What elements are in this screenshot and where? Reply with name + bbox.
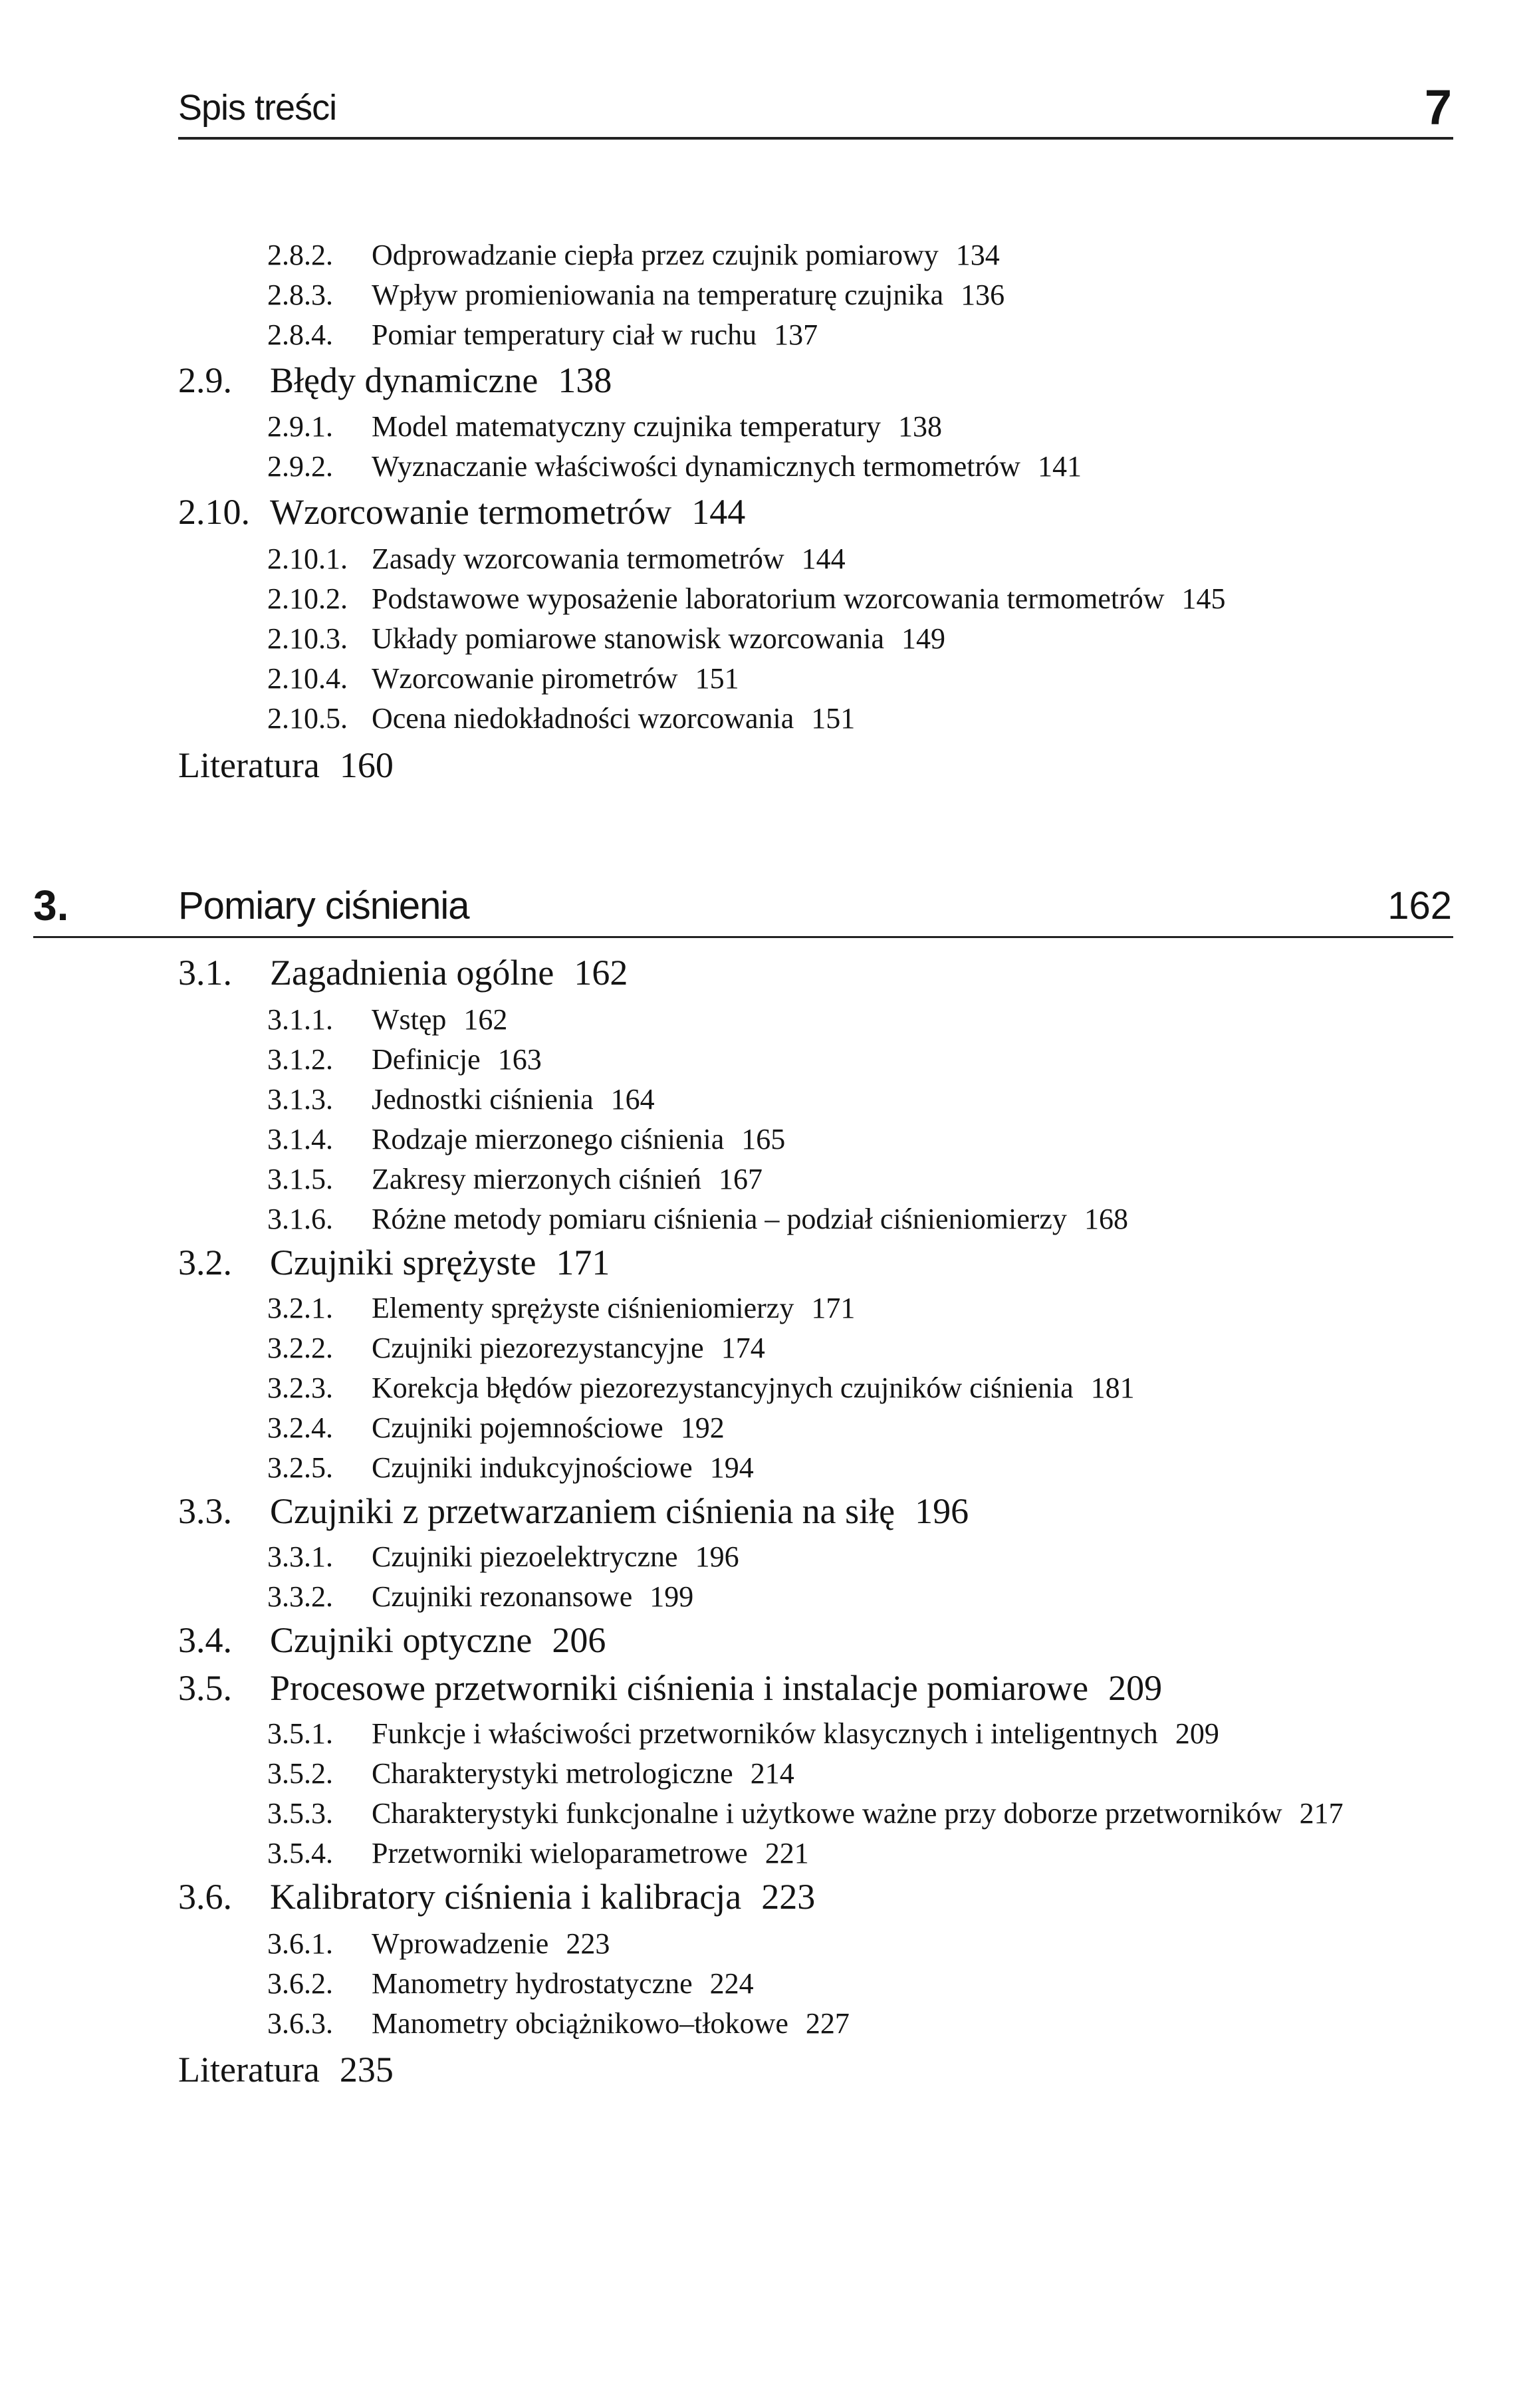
toc-page: 214 — [750, 1757, 794, 1790]
toc-number: 2.9. — [178, 360, 232, 400]
toc-page: 162 — [574, 953, 628, 993]
toc-title: Odprowadzanie ciepła przez czujnik pomiarowy — [372, 239, 939, 271]
toc-title: Wzorcowanie pirometrów — [372, 662, 678, 695]
toc-subsection[interactable] — [267, 1927, 610, 1961]
toc-title: Czujniki z przetwarzaniem ciśnienia na siłę — [270, 1491, 895, 1531]
toc-page: 144 — [801, 542, 846, 575]
toc-subsection[interactable] — [267, 582, 1226, 616]
toc-page: 145 — [1181, 582, 1226, 615]
toc-number: 2.10. — [178, 492, 250, 532]
toc-title: Charakterystyki metrologiczne — [372, 1757, 733, 1790]
toc-title: Definicje — [372, 1043, 481, 1076]
toc-subsection[interactable] — [267, 701, 855, 736]
toc-section[interactable] — [178, 1491, 969, 1532]
toc-number: 2.10.3. — [267, 622, 348, 655]
toc-number: 2.10.4. — [267, 662, 348, 695]
toc-number: 3.5. — [178, 1668, 232, 1708]
toc-page: 138 — [558, 360, 612, 400]
toc-number: 3.1.6. — [267, 1203, 333, 1235]
toc-subsection[interactable] — [267, 1202, 1128, 1237]
toc-page: 171 — [556, 1243, 610, 1282]
toc-title: Czujniki pojemnościowe — [372, 1411, 663, 1444]
chapter-title[interactable]: Pomiary ciśnienia — [178, 884, 469, 927]
toc-page: 165 — [741, 1123, 786, 1155]
toc-page: 144 — [691, 492, 746, 532]
toc-number: 2.9.1. — [267, 410, 333, 443]
toc-page: 149 — [901, 622, 946, 655]
toc-page: 162 — [463, 1003, 508, 1036]
toc-number: 3.3.1. — [267, 1540, 333, 1573]
toc-number: 3.2. — [178, 1243, 232, 1282]
toc-subsection[interactable] — [267, 1411, 725, 1445]
toc-number: 3.2.1. — [267, 1292, 333, 1324]
toc-title: Elementy sprężyste ciśnieniomierzy — [372, 1292, 794, 1324]
toc-subsection[interactable] — [267, 1331, 765, 1366]
toc-subsection[interactable] — [267, 1580, 693, 1614]
toc-page: 137 — [774, 318, 818, 351]
toc-subsection[interactable] — [267, 1836, 809, 1871]
toc-title: Wstęp — [372, 1003, 447, 1036]
toc-number: 3.1.1. — [267, 1003, 333, 1036]
toc-subsection[interactable] — [267, 1042, 542, 1077]
toc-number: 2.8.3. — [267, 279, 333, 311]
toc-title: Zakresy mierzonych ciśnień — [372, 1163, 702, 1195]
toc-subsection[interactable] — [267, 318, 818, 352]
toc-page: 196 — [915, 1491, 969, 1531]
toc-title: Różne metody pomiaru ciśnienia – podział ciśnieniomierzy — [372, 1203, 1067, 1235]
toc-page: 174 — [721, 1332, 765, 1364]
toc-title: Kalibratory ciśnienia i kalibracja — [270, 1877, 742, 1917]
toc-number: 3.1.5. — [267, 1163, 333, 1195]
toc-title: Czujniki rezonansowe — [372, 1580, 633, 1613]
toc-page: 206 — [552, 1620, 606, 1660]
toc-page: 221 — [765, 1837, 809, 1869]
toc-section[interactable] — [178, 491, 745, 533]
toc-number: 3.5.2. — [267, 1757, 333, 1790]
toc-subsection[interactable] — [267, 1796, 1344, 1831]
toc-number: 3.6.2. — [267, 1967, 333, 2000]
toc-number: 3.6.1. — [267, 1927, 333, 1960]
toc-subsection[interactable] — [267, 410, 942, 444]
toc-number: 3.2.2. — [267, 1332, 333, 1364]
toc-page: 171 — [811, 1292, 856, 1324]
toc-title: Czujniki optyczne — [270, 1620, 532, 1660]
toc-title: Czujniki piezoelektryczne — [372, 1540, 678, 1573]
toc-section[interactable] — [178, 1242, 610, 1283]
toc-page: 167 — [719, 1163, 763, 1195]
toc-title: Literatura — [178, 2050, 320, 2090]
toc-number: 3.1. — [178, 953, 232, 993]
toc-number: 3.1.4. — [267, 1123, 333, 1155]
toc-title: Zasady wzorcowania termometrów — [372, 542, 784, 575]
toc-subsection[interactable] — [267, 1451, 754, 1485]
toc-title: Układy pomiarowe stanowisk wzorcowania — [372, 622, 885, 655]
toc-page: 209 — [1108, 1668, 1163, 1708]
toc-section[interactable] — [178, 360, 612, 401]
toc-title: Rodzaje mierzonego ciśnienia — [372, 1123, 725, 1155]
toc-page: 227 — [805, 2007, 850, 2040]
toc-section[interactable] — [178, 1876, 815, 1917]
toc-literature[interactable] — [178, 2049, 394, 2090]
toc-page: 192 — [680, 1411, 725, 1444]
toc-subsection[interactable] — [267, 1717, 1219, 1751]
toc-number: 2.10.1. — [267, 542, 348, 575]
toc-subsection[interactable] — [267, 1967, 754, 2001]
toc-number: 2.10.2. — [267, 582, 348, 615]
toc-number: 3.3. — [178, 1491, 232, 1531]
toc-title: Jednostki ciśnienia — [372, 1083, 594, 1116]
toc-page: 196 — [695, 1540, 739, 1573]
toc-page: 223 — [761, 1877, 816, 1917]
toc-number: 2.10.5. — [267, 702, 348, 735]
toc-subsection[interactable] — [267, 1756, 794, 1791]
toc-page: 151 — [811, 702, 856, 735]
toc-page: 217 — [1299, 1797, 1344, 1830]
toc-title: Pomiar temperatury ciał w ruchu — [372, 318, 757, 351]
toc-title: Czujniki piezorezystancyjne — [372, 1332, 704, 1364]
toc-number: 3.5.1. — [267, 1717, 333, 1750]
toc-title: Przetworniki wieloparametrowe — [372, 1837, 748, 1869]
toc-subsection[interactable] — [267, 1540, 739, 1574]
toc-number: 3.6. — [178, 1877, 232, 1917]
toc-page: 194 — [709, 1451, 754, 1484]
toc-title: Wprowadzenie — [372, 1927, 549, 1960]
toc-subsection[interactable] — [267, 1291, 855, 1326]
toc-subsection[interactable] — [267, 622, 945, 656]
toc-section[interactable] — [178, 1620, 606, 1661]
toc-page: 141 — [1037, 450, 1082, 483]
chapter-page: 162 — [1387, 884, 1452, 927]
toc-title: Procesowe przetworniki ciśnienia i instalacje pomiarowe — [270, 1668, 1089, 1708]
toc-number: 3.1.3. — [267, 1083, 333, 1116]
toc-number: 3.4. — [178, 1620, 232, 1660]
toc-page: 136 — [961, 279, 1005, 311]
toc-title: Funkcje i właściwości przetworników klasycznych i inteligentnych — [372, 1717, 1158, 1750]
toc-title: Wzorcowanie termometrów — [270, 492, 672, 532]
toc-subsection[interactable] — [267, 1003, 507, 1037]
toc-page: 164 — [610, 1083, 655, 1116]
toc-title: Czujniki sprężyste — [270, 1243, 536, 1282]
toc-number: 3.1.2. — [267, 1043, 333, 1076]
toc-literature[interactable] — [178, 745, 394, 786]
toc-number: 3.2.5. — [267, 1451, 333, 1484]
toc-number: 3.5.3. — [267, 1797, 333, 1830]
chapter-number: 3. — [33, 882, 69, 929]
toc-number: 3.5.4. — [267, 1837, 333, 1869]
page-number: 7 — [1424, 80, 1452, 135]
toc-subsection[interactable] — [267, 1122, 785, 1157]
toc-title: Charakterystyki funkcjonalne i użytkowe ważne przy doborze przetworników — [372, 1797, 1282, 1830]
toc-number: 2.9.2. — [267, 450, 333, 483]
toc-subsection[interactable] — [267, 1082, 655, 1117]
toc-title: Zagadnienia ogólne — [270, 953, 554, 993]
toc-page: 181 — [1090, 1372, 1135, 1404]
toc-page: 224 — [709, 1967, 754, 2000]
toc-section[interactable] — [178, 952, 628, 993]
toc-subsection[interactable] — [267, 542, 846, 576]
chapter-rule — [33, 936, 1453, 938]
toc-title: Literatura — [178, 745, 320, 785]
toc-title: Błędy dynamiczne — [270, 360, 538, 400]
toc-subsection[interactable] — [267, 662, 739, 696]
toc-page: 168 — [1084, 1203, 1128, 1235]
toc-subsection[interactable] — [267, 238, 1000, 273]
toc-title: Ocena niedokładności wzorcowania — [372, 702, 794, 735]
toc-page: 163 — [497, 1043, 542, 1076]
toc-page: 199 — [650, 1580, 694, 1613]
toc-title: Wpływ promieniowania na temperaturę czujnika — [372, 279, 944, 311]
header-rule — [178, 137, 1453, 140]
toc-title: Manometry obciążnikowo–tłokowe — [372, 2007, 788, 2040]
toc-number: 3.3.2. — [267, 1580, 333, 1613]
toc-page: 223 — [566, 1927, 610, 1960]
toc-subsection[interactable] — [267, 1162, 763, 1197]
toc-title: Model matematyczny czujnika temperatury — [372, 410, 882, 443]
toc-page: 209 — [1175, 1717, 1219, 1750]
toc-number: 3.2.4. — [267, 1411, 333, 1444]
toc-subsection[interactable] — [267, 449, 1082, 484]
toc-number: 3.2.3. — [267, 1372, 333, 1404]
toc-page: 138 — [898, 410, 943, 443]
toc-title: Podstawowe wyposażenie laboratorium wzorcowania termometrów — [372, 582, 1165, 615]
toc-subsection[interactable] — [267, 1371, 1135, 1405]
toc-subsection[interactable] — [267, 278, 1005, 312]
toc-title: Manometry hydrostatyczne — [372, 1967, 693, 2000]
toc-page: 151 — [695, 662, 739, 695]
toc-title: Korekcja błędów piezorezystancyjnych czujników ciśnienia — [372, 1372, 1074, 1404]
toc-page: 134 — [955, 239, 1000, 271]
toc-subsection[interactable] — [267, 2006, 850, 2041]
toc-title: Wyznaczanie właściwości dynamicznych termometrów — [372, 450, 1020, 483]
toc-page: 160 — [339, 745, 394, 785]
toc-section[interactable] — [178, 1667, 1162, 1709]
toc-number: 2.8.2. — [267, 239, 333, 271]
toc-page: 235 — [339, 2050, 394, 2090]
toc-number: 2.8.4. — [267, 318, 333, 351]
running-header-title: Spis treści — [178, 88, 337, 128]
toc-title: Czujniki indukcyjnościowe — [372, 1451, 693, 1484]
toc-number: 3.6.3. — [267, 2007, 333, 2040]
